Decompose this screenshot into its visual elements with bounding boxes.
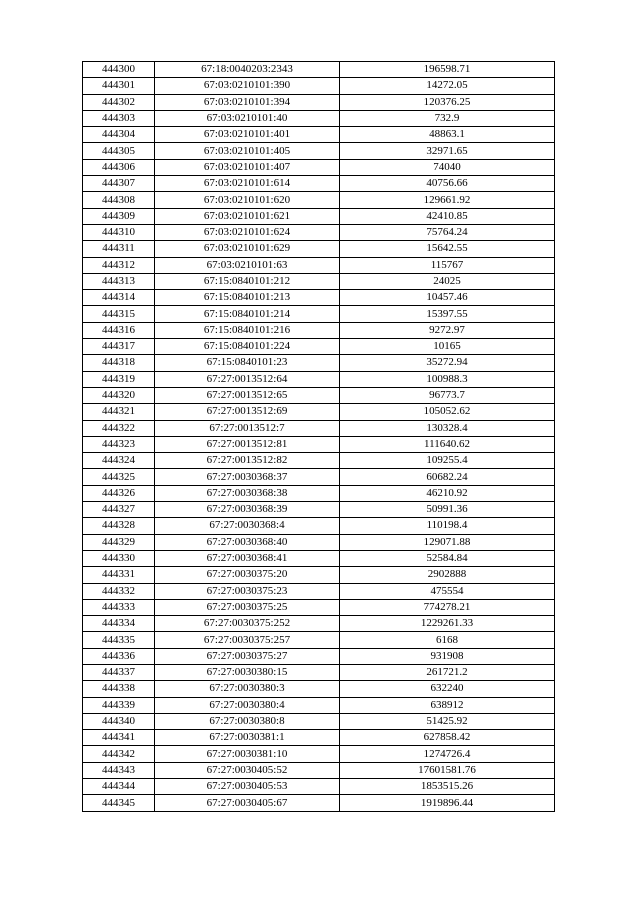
cadastral-number-cell: 67:03:0210101:390	[155, 78, 340, 94]
row-number-cell: 444321	[83, 404, 155, 420]
value-cell: 32971.65	[340, 143, 555, 159]
cadastral-number-cell: 67:27:0030380:15	[155, 664, 340, 680]
value-cell: 774278.21	[340, 599, 555, 615]
table-row	[83, 730, 555, 746]
table-row	[83, 387, 555, 403]
value-cell: 14272.05	[340, 78, 555, 94]
value-cell: 24025	[340, 273, 555, 289]
row-number-cell: 444328	[83, 518, 155, 534]
value-cell: 638912	[340, 697, 555, 713]
value-cell: 732.9	[340, 110, 555, 126]
cadastral-number-cell: 67:27:0013512:65	[155, 387, 340, 403]
value-cell: 115767	[340, 257, 555, 273]
value-cell: 1919896.44	[340, 795, 555, 811]
cadastral-number-cell: 67:27:0030405:53	[155, 779, 340, 795]
table-row	[83, 632, 555, 648]
value-cell: 1274726.4	[340, 746, 555, 762]
table-row	[83, 697, 555, 713]
table-row	[83, 664, 555, 680]
row-number-cell: 444323	[83, 436, 155, 452]
value-cell: 129071.88	[340, 534, 555, 550]
cadastral-number-cell: 67:03:0210101:407	[155, 159, 340, 175]
table-row	[83, 306, 555, 322]
cadastral-number-cell: 67:27:0030381:1	[155, 730, 340, 746]
table-row	[83, 192, 555, 208]
table-row	[83, 502, 555, 518]
cadastral-number-cell: 67:27:0030380:4	[155, 697, 340, 713]
cadastral-number-cell: 67:27:0030368:38	[155, 485, 340, 501]
cadastral-number-cell: 67:27:0030375:257	[155, 632, 340, 648]
row-number-cell: 444340	[83, 713, 155, 729]
cadastral-number-cell: 67:03:0210101:621	[155, 208, 340, 224]
value-cell: 2902888	[340, 567, 555, 583]
row-number-cell: 444331	[83, 567, 155, 583]
table-row	[83, 339, 555, 355]
row-number-cell: 444316	[83, 322, 155, 338]
row-number-cell: 444342	[83, 746, 155, 762]
row-number-cell: 444330	[83, 550, 155, 566]
table-row	[83, 159, 555, 175]
cadastral-number-cell: 67:27:0030405:67	[155, 795, 340, 811]
table-row	[83, 779, 555, 795]
cadastral-number-cell: 67:27:0030375:252	[155, 616, 340, 632]
table-row	[83, 273, 555, 289]
cadastral-number-cell: 67:27:0030375:20	[155, 567, 340, 583]
value-cell: 60682.24	[340, 469, 555, 485]
cadastral-number-cell: 67:15:0840101:23	[155, 355, 340, 371]
table-row	[83, 453, 555, 469]
table-row	[83, 713, 555, 729]
value-cell: 632240	[340, 681, 555, 697]
cadastral-number-cell: 67:27:0030375:23	[155, 583, 340, 599]
table-row	[83, 143, 555, 159]
value-cell: 48863.1	[340, 127, 555, 143]
cadastral-value-table	[82, 61, 555, 812]
row-number-cell: 444338	[83, 681, 155, 697]
value-cell: 105052.62	[340, 404, 555, 420]
table-row	[83, 550, 555, 566]
value-cell: 15397.55	[340, 306, 555, 322]
cadastral-number-cell: 67:03:0210101:394	[155, 94, 340, 110]
table-row	[83, 94, 555, 110]
row-number-cell: 444301	[83, 78, 155, 94]
cadastral-number-cell: 67:27:0030375:25	[155, 599, 340, 615]
table-row	[83, 176, 555, 192]
table-row	[83, 290, 555, 306]
row-number-cell: 444344	[83, 779, 155, 795]
cadastral-number-cell: 67:03:0210101:40	[155, 110, 340, 126]
row-number-cell: 444303	[83, 110, 155, 126]
table-row	[83, 518, 555, 534]
value-cell: 931908	[340, 648, 555, 664]
table-row	[83, 355, 555, 371]
table-row	[83, 436, 555, 452]
row-number-cell: 444318	[83, 355, 155, 371]
cadastral-number-cell: 67:27:0030380:8	[155, 713, 340, 729]
value-cell: 46210.92	[340, 485, 555, 501]
cadastral-number-cell: 67:15:0840101:213	[155, 290, 340, 306]
row-number-cell: 444317	[83, 339, 155, 355]
cadastral-number-cell: 67:27:0013512:81	[155, 436, 340, 452]
value-cell: 109255.4	[340, 453, 555, 469]
cadastral-number-cell: 67:15:0840101:216	[155, 322, 340, 338]
row-number-cell: 444341	[83, 730, 155, 746]
table-row	[83, 648, 555, 664]
value-cell: 130328.4	[340, 420, 555, 436]
value-cell: 96773.7	[340, 387, 555, 403]
cadastral-number-cell: 67:27:0013512:7	[155, 420, 340, 436]
table-row	[83, 681, 555, 697]
cadastral-number-cell: 67:27:0030375:27	[155, 648, 340, 664]
table-row	[83, 241, 555, 257]
value-cell: 129661.92	[340, 192, 555, 208]
row-number-cell: 444326	[83, 485, 155, 501]
table-row	[83, 127, 555, 143]
value-cell: 100988.3	[340, 371, 555, 387]
row-number-cell: 444309	[83, 208, 155, 224]
value-cell: 120376.25	[340, 94, 555, 110]
cadastral-number-cell: 67:27:0030368:39	[155, 502, 340, 518]
value-cell: 10165	[340, 339, 555, 355]
value-cell: 50991.36	[340, 502, 555, 518]
row-number-cell: 444305	[83, 143, 155, 159]
cadastral-number-cell: 67:03:0210101:620	[155, 192, 340, 208]
row-number-cell: 444327	[83, 502, 155, 518]
row-number-cell: 444304	[83, 127, 155, 143]
value-cell: 9272.97	[340, 322, 555, 338]
value-cell: 196598.71	[340, 62, 555, 78]
table-row	[83, 583, 555, 599]
value-cell: 51425.92	[340, 713, 555, 729]
cadastral-number-cell: 67:27:0030368:4	[155, 518, 340, 534]
row-number-cell: 444307	[83, 176, 155, 192]
row-number-cell: 444335	[83, 632, 155, 648]
table-row	[83, 62, 555, 78]
value-cell: 111640.62	[340, 436, 555, 452]
table-row	[83, 746, 555, 762]
cadastral-number-cell: 67:03:0210101:614	[155, 176, 340, 192]
row-number-cell: 444325	[83, 469, 155, 485]
cadastral-number-cell: 67:03:0210101:63	[155, 257, 340, 273]
value-cell: 74040	[340, 159, 555, 175]
table-row	[83, 567, 555, 583]
value-cell: 10457.46	[340, 290, 555, 306]
row-number-cell: 444337	[83, 664, 155, 680]
value-cell: 75764.24	[340, 224, 555, 240]
value-cell: 52584.84	[340, 550, 555, 566]
cadastral-number-cell: 67:03:0210101:624	[155, 224, 340, 240]
value-cell: 40756.66	[340, 176, 555, 192]
row-number-cell: 444315	[83, 306, 155, 322]
table-row	[83, 224, 555, 240]
row-number-cell: 444336	[83, 648, 155, 664]
cadastral-number-cell: 67:27:0013512:64	[155, 371, 340, 387]
table-row	[83, 371, 555, 387]
cadastral-number-cell: 67:27:0013512:69	[155, 404, 340, 420]
value-cell: 17601581.76	[340, 762, 555, 778]
row-number-cell: 444345	[83, 795, 155, 811]
row-number-cell: 444300	[83, 62, 155, 78]
value-cell: 15642.55	[340, 241, 555, 257]
table-row	[83, 795, 555, 811]
table-row	[83, 404, 555, 420]
table-row	[83, 257, 555, 273]
value-cell: 42410.85	[340, 208, 555, 224]
cadastral-number-cell: 67:18:0040203:2343	[155, 62, 340, 78]
cadastral-number-cell: 67:15:0840101:224	[155, 339, 340, 355]
value-cell: 261721.2	[340, 664, 555, 680]
row-number-cell: 444312	[83, 257, 155, 273]
table-row	[83, 616, 555, 632]
table-row	[83, 78, 555, 94]
row-number-cell: 444320	[83, 387, 155, 403]
value-cell: 1853515.26	[340, 779, 555, 795]
cadastral-number-cell: 67:27:0030368:41	[155, 550, 340, 566]
cadastral-number-cell: 67:27:0030368:40	[155, 534, 340, 550]
row-number-cell: 444343	[83, 762, 155, 778]
row-number-cell: 444311	[83, 241, 155, 257]
table-row	[83, 534, 555, 550]
row-number-cell: 444310	[83, 224, 155, 240]
row-number-cell: 444308	[83, 192, 155, 208]
row-number-cell: 444302	[83, 94, 155, 110]
table-row	[83, 599, 555, 615]
cadastral-number-cell: 67:03:0210101:401	[155, 127, 340, 143]
row-number-cell: 444329	[83, 534, 155, 550]
value-cell: 6168	[340, 632, 555, 648]
cadastral-number-cell: 67:27:0030380:3	[155, 681, 340, 697]
cadastral-number-cell: 67:03:0210101:629	[155, 241, 340, 257]
cadastral-number-cell: 67:15:0840101:214	[155, 306, 340, 322]
row-number-cell: 444314	[83, 290, 155, 306]
cadastral-number-cell: 67:27:0013512:82	[155, 453, 340, 469]
row-number-cell: 444332	[83, 583, 155, 599]
table-row	[83, 322, 555, 338]
table-row	[83, 469, 555, 485]
row-number-cell: 444306	[83, 159, 155, 175]
row-number-cell: 444339	[83, 697, 155, 713]
row-number-cell: 444334	[83, 616, 155, 632]
table-row	[83, 110, 555, 126]
table-row	[83, 762, 555, 778]
row-number-cell: 444322	[83, 420, 155, 436]
row-number-cell: 444313	[83, 273, 155, 289]
cadastral-number-cell: 67:15:0840101:212	[155, 273, 340, 289]
table-row	[83, 485, 555, 501]
cadastral-number-cell: 67:27:0030405:52	[155, 762, 340, 778]
table-row	[83, 208, 555, 224]
cadastral-number-cell: 67:03:0210101:405	[155, 143, 340, 159]
value-cell: 35272.94	[340, 355, 555, 371]
table-body	[83, 62, 555, 812]
value-cell: 1229261.33	[340, 616, 555, 632]
value-cell: 110198.4	[340, 518, 555, 534]
cadastral-number-cell: 67:27:0030368:37	[155, 469, 340, 485]
value-cell: 627858.42	[340, 730, 555, 746]
table-row	[83, 420, 555, 436]
row-number-cell: 444324	[83, 453, 155, 469]
row-number-cell: 444319	[83, 371, 155, 387]
row-number-cell: 444333	[83, 599, 155, 615]
cadastral-number-cell: 67:27:0030381:10	[155, 746, 340, 762]
value-cell: 475554	[340, 583, 555, 599]
